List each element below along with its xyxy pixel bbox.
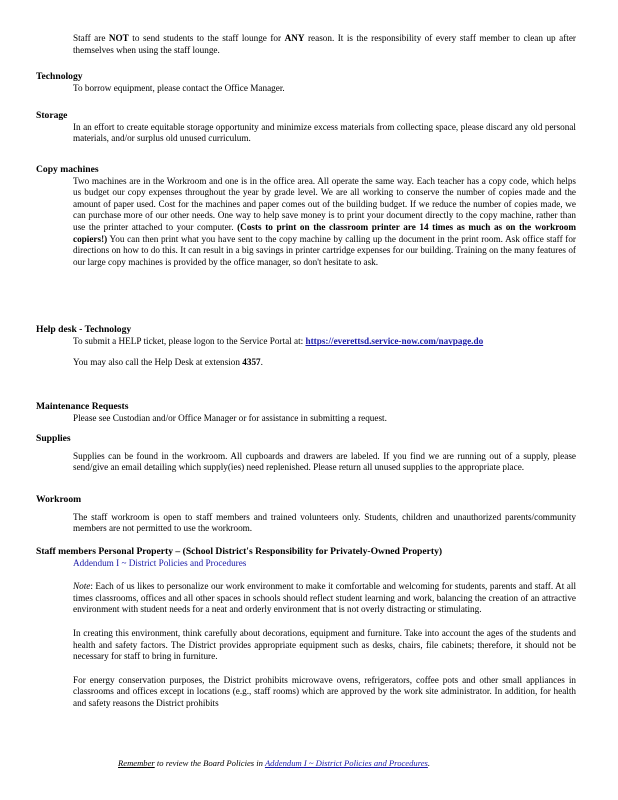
technology-heading: Technology bbox=[36, 71, 83, 82]
not-emphasis: NOT bbox=[108, 33, 129, 43]
maintenance-text: Please see Custodian and/or Office Manager or for assistance in submitting a request. bbox=[73, 412, 387, 423]
help-desk-text: To submit a HELP ticket, please logon to the Service Portal at: https://everettsd.service-now.com/navpage.do bbox=[73, 335, 484, 346]
storage-section bbox=[36, 110, 576, 145]
storage-text: In an effort to create equitable storage opportunity and minimize excess materials from collecting space, please discard any old personal materials, and/or surplus old unused curriculum. bbox=[73, 121, 576, 144]
workroom-heading: Workroom bbox=[36, 494, 82, 505]
workroom-text: The staff workroom is open to staff members and trained volunteers only. Students, children and unauthorized parents/community members are not permitted to use the workroom. bbox=[73, 511, 576, 534]
note-label: Note bbox=[73, 581, 91, 592]
supplies-section bbox=[36, 433, 576, 474]
personal-property-heading: Staff members Personal Property – (School District's Responsibility for Privately-Owned Property) bbox=[36, 546, 443, 557]
property-environment-paragraph: In creating this environment, think carefully about decorations, equipment and furniture. Take into account the ages of the students and health and safety factors. The District provides appropriate equipment such as desks, chairs, file cabinets; therefore, it should not be necessary for staff to bring in furniture. bbox=[73, 627, 576, 662]
print-cost-note: (Costs to print on the classroom printer are 14 times as much as on the workroom copiers!) bbox=[73, 221, 576, 244]
personal-property-section bbox=[36, 546, 576, 710]
footer-addendum-link[interactable]: Addendum I ~ District Policies and Procedures bbox=[264, 758, 428, 768]
maintenance-section bbox=[36, 401, 576, 424]
copy-machines-heading: Copy machines bbox=[36, 164, 99, 175]
supplies-heading: Supplies bbox=[36, 433, 71, 444]
property-energy-paragraph: For energy conservation purposes, the District prohibits microwave ovens, refrigerators, coffee pots and other small appliances in classrooms and offices except in locations (e.g., staff rooms) which are approved by the work site administrator. In addition, for health and safety reasons the District prohibits bbox=[73, 674, 576, 708]
page-footer: Remember to review the Board Policies in Addendum I ~ District Policies and Procedures. bbox=[118, 758, 431, 768]
help-desk-phone-text: You may also call the Help Desk at extension 4357. bbox=[73, 357, 263, 368]
supplies-text: Supplies can be found in the workroom. All cupboards and drawers are labeled. If you find we are running out of a supply, please send/give an email detailing which supply(ies) need replenished. Please return all unused supplies to the appropriate place. bbox=[73, 450, 576, 473]
maintenance-heading: Maintenance Requests bbox=[36, 401, 129, 412]
copy-machines-text: Two machines are in the Workroom and one is in the office area. All operate the same way. Each teacher has a copy code, which helps us budget our copy expenses throughout the year by grade level. We are all working to conserve the number of copies made and the amount of paper used. Cost for the machines and paper comes out of the building budget. If we reduce the number of copies made, we can purchase more of our other needs. One way to help save money is to print your document directly to the copy machine, rather than use the printer attached to your computer. (Costs to print on the classroom printer are 14 times as much as on the workroom copiers!) You can then print what you have sent to the copy machine by calling up the document in the print room. Ask office staff for directions on how to do this. It can result in a big savings in printer cartridge expenses for our building. Training on the many features of our large copy machines is provided by the office manager, so don't hesitate to ask. bbox=[73, 175, 576, 267]
addendum-reference[interactable]: Addendum I ~ District Policies and Procedures bbox=[73, 557, 247, 568]
footer-remember: Remember bbox=[118, 758, 155, 768]
copy-machines-section bbox=[36, 164, 576, 268]
help-desk-heading: Help desk - Technology bbox=[36, 324, 132, 335]
technology-text: To borrow equipment, please contact the Office Manager. bbox=[73, 82, 285, 93]
technology-section bbox=[36, 71, 576, 94]
staff-lounge-section bbox=[36, 33, 576, 56]
workroom-section bbox=[36, 494, 576, 535]
help-desk-extension: 4357 bbox=[242, 357, 261, 368]
any-emphasis: ANY bbox=[284, 33, 305, 43]
responsibility-subheading: (School District's Responsibility for Privately-Owned Property) bbox=[182, 546, 443, 557]
storage-heading: Storage bbox=[36, 110, 68, 121]
property-note-paragraph: Note: Each of us likes to personalize our work environment to make it comfortable and welcoming for students, parents and staff. At all times classrooms, offices and all other spaces in schools should reflect student learning and work, balancing the creation of an attractive environment with student needs for a neat and orderly environment that is not overly distracting or stimulating. bbox=[73, 581, 576, 615]
staff-lounge-text: Staff are NOT to send students to the staff lounge for ANY reason. It is the responsibility of every staff member to clean up after themselves when using the staff lounge. bbox=[73, 33, 576, 55]
help-desk-section bbox=[36, 324, 576, 369]
service-portal-link[interactable]: https://everettsd.service-now.com/navpage.do bbox=[305, 335, 484, 346]
